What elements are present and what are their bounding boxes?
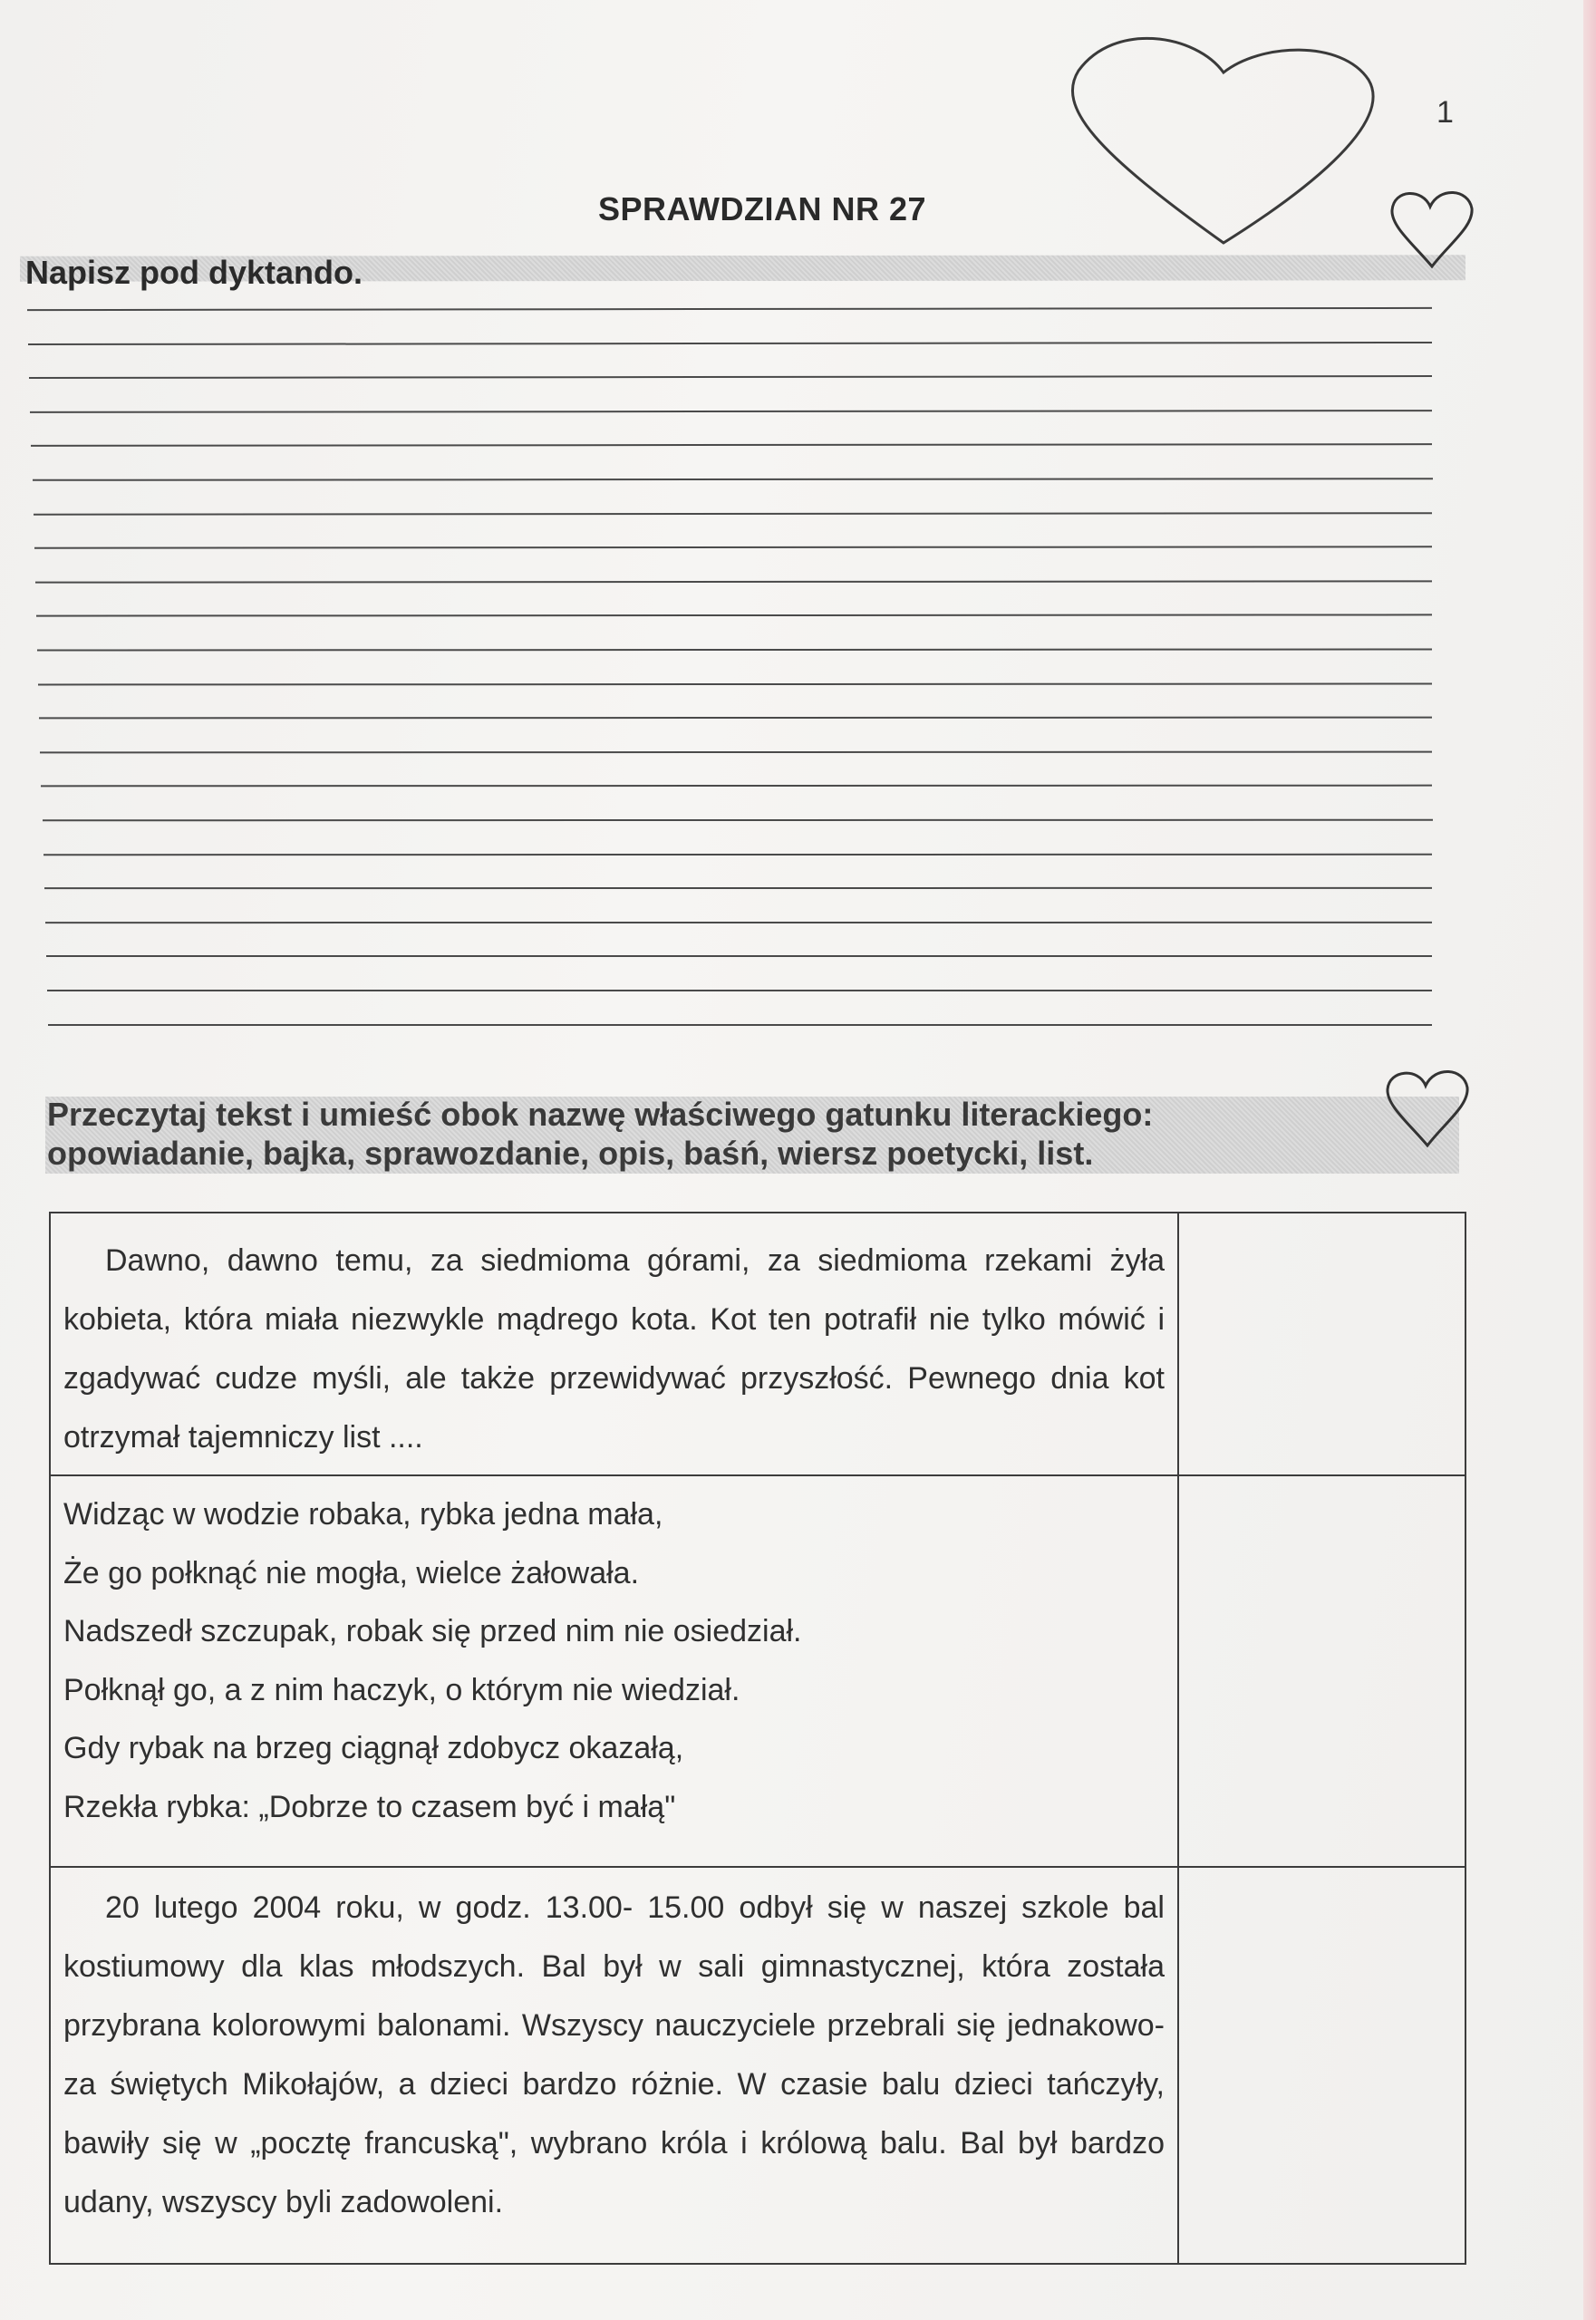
writing-line[interactable]: [32, 478, 1432, 481]
writing-line[interactable]: [35, 580, 1432, 583]
table-row: [51, 1476, 1465, 1866]
fable-line: Gdy rybak na brzeg ciągnął zdobycz okazałą,: [63, 1731, 684, 1765]
answer-cell-3[interactable]: [1184, 1868, 1461, 2265]
page-number: 1: [1436, 95, 1454, 130]
writing-line[interactable]: [41, 785, 1432, 788]
report-text: [63, 1879, 1165, 2232]
table-row: [51, 1213, 1465, 1476]
writing-line[interactable]: [38, 682, 1432, 685]
row-3-text: 20 lutego 2004 roku, w godz. 13.00- 15.00 odbył się w naszej szkole bal kostiumowy dla klas młodszych. Bal był w sali gimnastycznej, która została przybrana kolorowymi balonami. Wszyscy nauczyciele przebrali się jednakowo- za świętych Mikołajów, a dzieci bardzo różnie. W czasie balu dzieci tańczyły, bawiły się w „pocztę francuską", wybrano króla i królową balu. Bal był bardzo udany, wszyscy byli zadowoleni.: [63, 1890, 1165, 2219]
answer-cell-2[interactable]: [1184, 1476, 1461, 1866]
genre-instruction-line-1: Przeczytaj tekst i umieść obok nazwę właściwego gatunku literackiego:: [47, 1096, 1154, 1133]
fable-text: [63, 1485, 1165, 1836]
writing-line[interactable]: [36, 614, 1432, 617]
writing-line[interactable]: [28, 342, 1432, 345]
genre-instruction: [47, 1095, 1153, 1173]
fable-line: Widząc w wodzie robaka, rybka jedna mała,: [63, 1497, 663, 1532]
writing-line[interactable]: [47, 990, 1432, 991]
writing-line[interactable]: [37, 648, 1432, 651]
fable-line: Że go połknąć nie mogła, wielce żałowała.: [63, 1555, 640, 1590]
page-edge: [1583, 0, 1596, 2320]
large-heart-icon: [1060, 25, 1396, 252]
genre-table: [49, 1212, 1466, 2265]
fable-line: Nadszedł szczupak, robak się przed nim nie osiedział.: [63, 1614, 802, 1648]
writing-line[interactable]: [39, 717, 1432, 720]
writing-line[interactable]: [34, 546, 1432, 548]
fable-line: Rzekła rybka: „Dobrze to czasem być i małą": [63, 1789, 676, 1824]
writing-line[interactable]: [44, 887, 1432, 889]
writing-line[interactable]: [44, 853, 1432, 855]
writing-line[interactable]: [46, 955, 1432, 957]
small-heart-icon: [1382, 1062, 1473, 1153]
writing-line[interactable]: [31, 444, 1432, 448]
writing-line[interactable]: [48, 1024, 1432, 1026]
writing-line[interactable]: [45, 922, 1432, 923]
genre-instruction-line-2: opowiadanie, bajka, sprawozdanie, opis, baśń, wiersz poetycki, list.: [47, 1135, 1094, 1172]
table-row: [51, 1868, 1465, 2267]
dictation-heading: Napisz pod dyktando.: [25, 254, 363, 291]
small-heart-icon: [1387, 181, 1477, 272]
fable-line: Połknął go, a z nim haczyk, o którym nie wiedział.: [63, 1672, 740, 1707]
writing-line[interactable]: [27, 307, 1432, 311]
writing-line[interactable]: [40, 750, 1432, 753]
writing-line[interactable]: [29, 375, 1432, 379]
page-title: SPRAWDZIAN NR 27: [598, 190, 927, 227]
fairy-tale-text: [63, 1232, 1165, 1467]
answer-cell-1[interactable]: [1184, 1213, 1461, 1476]
writing-line[interactable]: [34, 512, 1432, 516]
writing-line[interactable]: [42, 819, 1432, 822]
row-1-text: Dawno, dawno temu, za siedmioma górami, za siedmioma rzekami żyła kobieta, która miała niezwykle mądrego kota. Kot ten potrafił nie tylko mówić i zgadywać cudze myśli, ale także przewidywać przyszłość. Pewnego dnia kot otrzymał tajemniczy list ....: [63, 1243, 1165, 1455]
writing-line[interactable]: [30, 410, 1432, 413]
